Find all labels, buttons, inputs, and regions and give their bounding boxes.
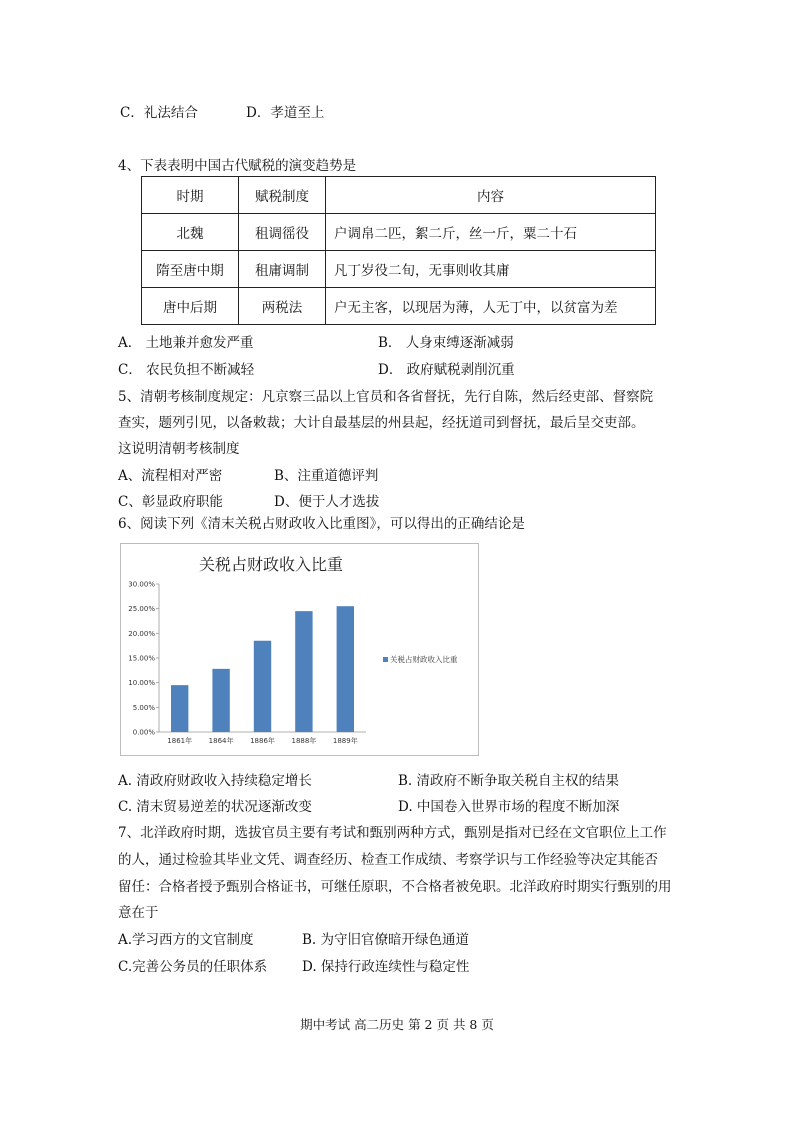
q5-option-c: C、彰显政府职能	[118, 494, 223, 510]
x-tick-label: 1889年	[332, 737, 358, 745]
q7-stem-line: 的人，通过检验其毕业文凭、调查经历、检查工作成绩、考察学识与工作经验等决定其能否	[118, 852, 658, 868]
table-cell: 租庸调制	[239, 251, 326, 288]
table-header-cell: 时期	[142, 177, 239, 214]
q4-option-a: A． 土地兼并愈发严重	[118, 335, 254, 351]
q4-option-c: C． 农民负担不断减轻	[118, 362, 255, 378]
legend-label: 关税占财政收入比重	[390, 655, 458, 664]
x-tick-label: 1886年	[250, 737, 275, 745]
page-footer: 期中考试 高二历史 第 2 页 共 8 页	[300, 1017, 494, 1032]
x-tick-label: 1861年	[167, 737, 193, 745]
x-tick-label: 1864年	[208, 737, 234, 745]
table-cell: 北魏	[142, 214, 239, 251]
table-cell: 唐中后期	[142, 288, 239, 325]
tariff-chart	[120, 543, 479, 756]
q6-option-c: C. 清末贸易逆差的状况逐渐改变	[118, 799, 312, 815]
table-header-cell: 赋税制度	[239, 177, 326, 214]
y-tick-label: 15.00%	[128, 654, 155, 663]
q6-option-a: A. 清政府财政收入持续稳定增长	[118, 773, 312, 789]
prev-option-d: D．孝道至上	[246, 105, 325, 121]
table-cell: 隋至唐中期	[142, 251, 239, 288]
q7-option-b: B. 为守旧官僚暗开绿色通道	[302, 932, 470, 948]
bar	[254, 641, 271, 732]
q5-stem-line: 查实，题列引见，以备敕裁；大计自最基层的州县起，经抚道司到督抚，最后呈交吏部。	[118, 415, 645, 431]
chart-plot	[121, 544, 478, 755]
table-row	[142, 288, 656, 325]
prev-option-c: C．礼法结合	[120, 105, 198, 121]
q7-option-d: D. 保持行政连续性与稳定性	[302, 959, 470, 975]
table-cell: 租调徭役	[239, 214, 326, 251]
legend-swatch	[383, 657, 388, 662]
table-cell: 户无主客，以现居为薄，人无丁中，以贫富为差	[326, 288, 656, 325]
q6-option-d: D. 中国卷入世界市场的程度不断加深	[398, 799, 620, 815]
q4-stem: 4、下表表明中国古代赋税的演变趋势是	[118, 158, 357, 174]
x-tick-label: 1888年	[291, 737, 317, 745]
table-cell: 户调帛二匹，絮二斤，丝一斤，粟二十石	[326, 214, 656, 251]
q4-option-b: B． 人身束缚逐渐减弱	[378, 335, 514, 351]
q7-option-a: A.学习西方的文官制度	[118, 932, 254, 948]
q7-stem-line: 留任：合格者授予甄别合格证书，可继任原职，不合格者被免职。北洋政府时期实行甄别的用	[118, 879, 672, 895]
y-tick-label: 0.00%	[132, 728, 155, 737]
y-tick-label: 25.00%	[128, 605, 155, 614]
q7-stem-line: 7、北洋政府时期，选拔官员主要有考试和甄别两种方式，甄别是指对已经在文官职位上工作	[118, 825, 667, 841]
bar	[212, 669, 229, 732]
table-row	[142, 251, 656, 288]
q5-stem-line: 5、清朝考核制度规定：凡京察三品以上官员和各省督抚，先行自陈，然后经吏部、督察院	[118, 389, 654, 405]
y-tick-label: 30.00%	[128, 580, 155, 589]
q5-option-d: D、便于人才选拔	[274, 494, 380, 510]
y-tick-label: 5.00%	[132, 703, 155, 712]
table-row	[142, 214, 656, 251]
q6-stem: 6、阅读下列《清末关税占财政收入比重图》，可以得出的正确结论是	[118, 516, 525, 532]
q4-option-d: D． 政府赋税剥削沉重	[378, 362, 515, 378]
chart-title: 关税占财政收入比重	[198, 555, 343, 574]
q5-option-a: A、流程相对严密	[118, 468, 223, 484]
table-cell: 凡丁岁役二旬，无事则收其庸	[326, 251, 656, 288]
table-header-row	[142, 177, 656, 214]
q7-option-c: C.完善公务员的任职体系	[118, 959, 268, 975]
table-header-cell: 内容	[326, 177, 656, 214]
y-tick-label: 10.00%	[128, 679, 155, 688]
bar	[171, 685, 188, 732]
tax-table	[141, 176, 656, 325]
q5-stem-line: 这说明清朝考核制度	[118, 441, 240, 457]
q5-option-b: B、注重道德评判	[274, 468, 379, 484]
table-cell: 两税法	[239, 288, 326, 325]
q7-stem-line: 意在于	[118, 905, 159, 921]
q6-option-b: B. 清政府不断争取关税自主权的结果	[398, 773, 620, 789]
bar	[295, 611, 312, 732]
bar	[337, 606, 354, 732]
y-tick-label: 20.00%	[128, 629, 155, 638]
